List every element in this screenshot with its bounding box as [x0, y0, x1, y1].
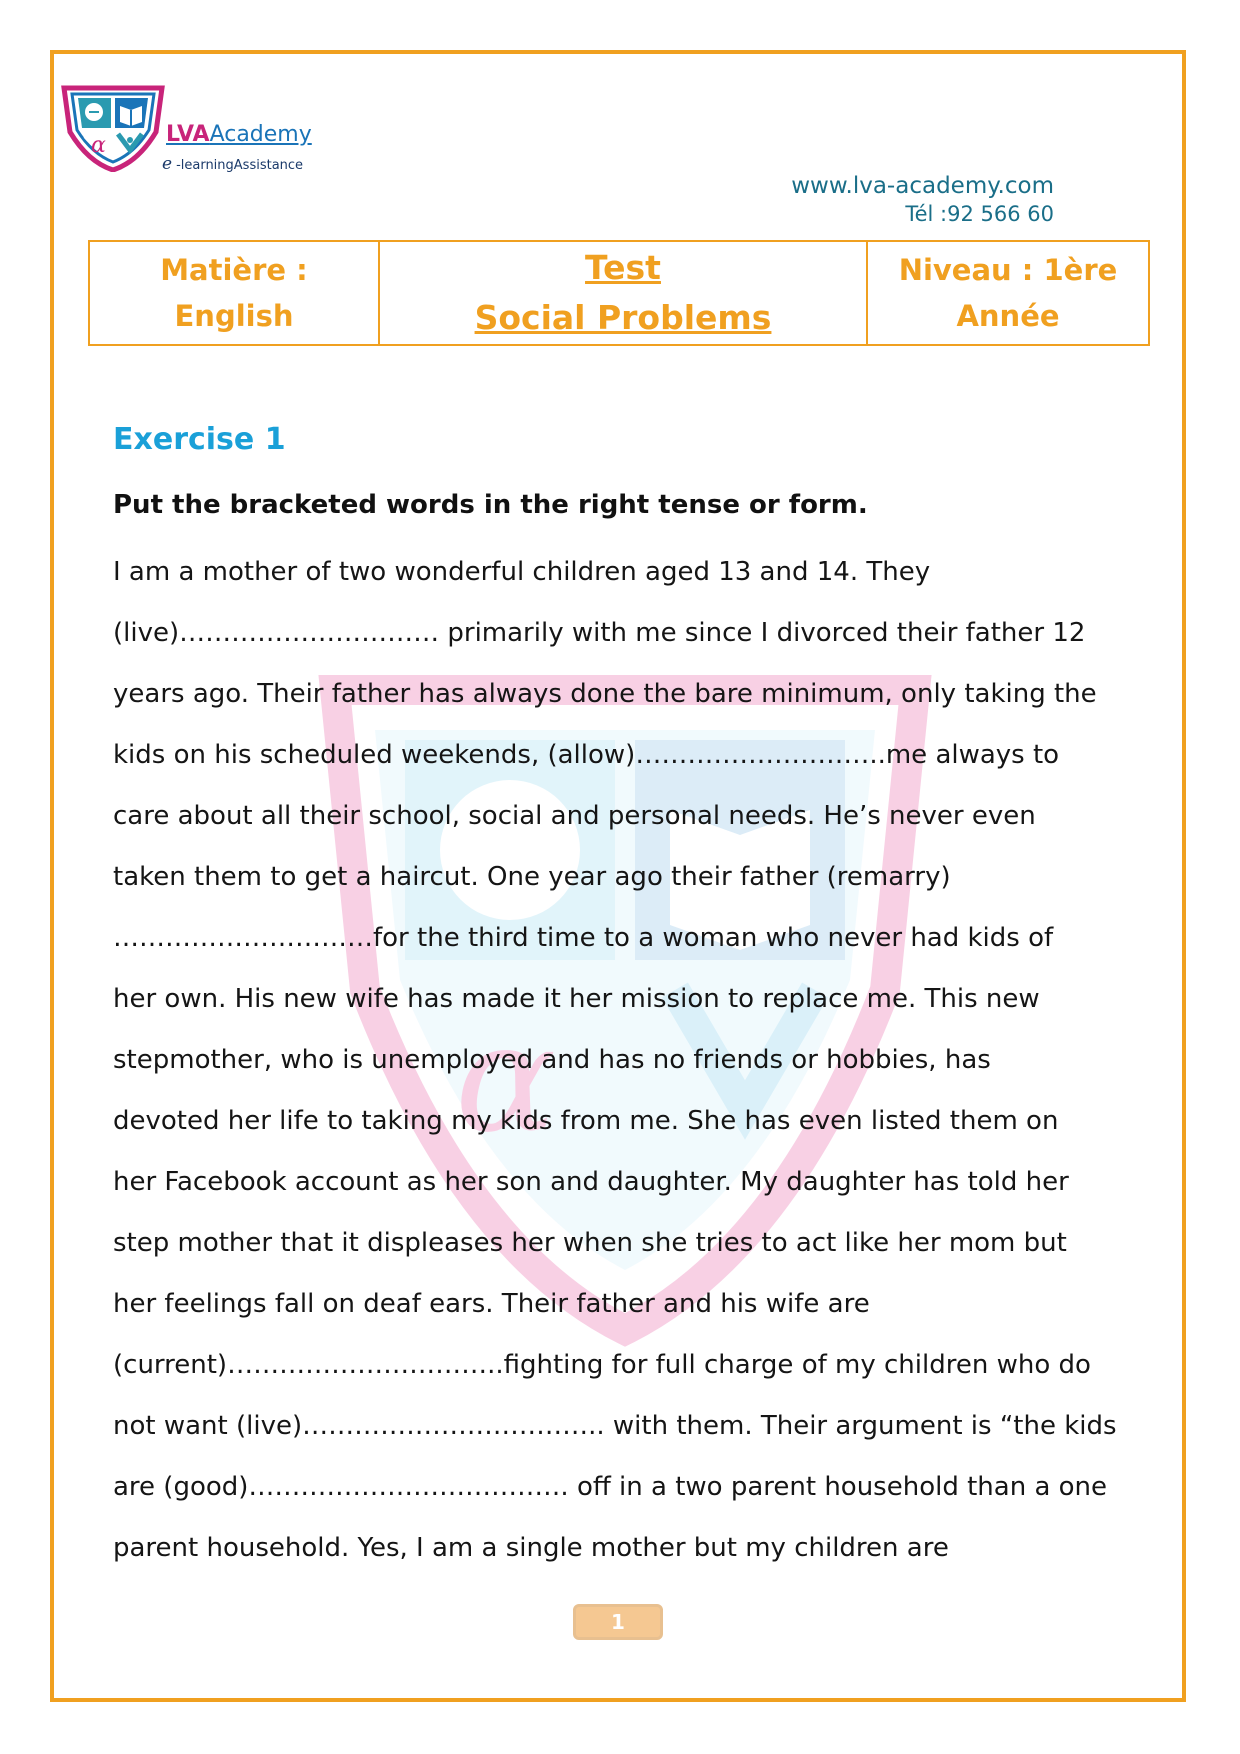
svg-text:α: α — [455, 992, 557, 1166]
subject-label: Matière : — [160, 253, 308, 287]
svg-text:α: α — [91, 133, 106, 158]
level-label: Niveau : 1ère — [898, 253, 1118, 287]
tagline-e: e — [162, 154, 173, 174]
lva-shield-logo-icon — [58, 80, 168, 172]
exercise-instruction: Put the bracketed words in the right tense or form. — [113, 490, 868, 520]
passage-line: taken them to get a haircut. One year ago their father (remarry) — [113, 862, 951, 892]
page-number: 1 — [573, 1604, 663, 1640]
level-value: Année — [956, 299, 1060, 333]
passage-line: are (good)………………………………. off in a two parent household than a one — [113, 1472, 1108, 1502]
passage-line: years ago. Their father has always done the bare minimum, only taking the — [113, 679, 1097, 709]
passage-line: kids on his scheduled weekends, (allow)………………………..me always to — [113, 740, 1060, 770]
passage-line: her feelings fall on deaf ears. Their father and his wife are — [113, 1289, 870, 1319]
title-cell — [379, 241, 867, 345]
passage-line: …………………………for the third time to a woman who never had kids of — [113, 923, 1054, 953]
website-link[interactable]: www.lva-academy.com — [791, 173, 1054, 199]
passage-line: step mother that it displeases her when she tries to act like her mom but — [113, 1228, 1067, 1258]
exercise-title: Exercise 1 — [113, 422, 286, 457]
level-cell — [867, 241, 1149, 345]
subject-value: English — [174, 299, 294, 333]
passage-line: care about all their school, social and personal needs. He’s never even — [113, 801, 1036, 831]
brand-academy: Academy — [209, 122, 312, 147]
brand-lva: LVA — [166, 122, 210, 147]
test-title: Social Problems — [474, 298, 772, 337]
passage-line: I am a mother of two wonderful children aged 13 and 14. They — [113, 557, 931, 587]
tagline-text: -learningAssistance — [176, 158, 304, 173]
passage-line: stepmother, who is unemployed and has no friends or hobbies, has — [113, 1045, 991, 1075]
phone-number: Tél :92 566 60 — [905, 202, 1054, 226]
test-label: Test — [585, 248, 661, 287]
brand-tagline — [162, 154, 303, 174]
passage-line: (live)………………………… primarily with me since I divorced their father 12 — [113, 618, 1086, 648]
passage-line: not want (live)…………………………….. with them. Their argument is “the kids — [113, 1411, 1117, 1441]
passage-line: her Facebook account as her son and daughter. My daughter has told her — [113, 1167, 1069, 1197]
exercise-passage — [113, 542, 1143, 1579]
info-table — [88, 240, 1150, 346]
passage-line: devoted her life to taking my kids from me. She has even listed them on — [113, 1106, 1059, 1136]
brand-name — [166, 122, 312, 148]
passage-line: parent household. Yes, I am a single mother but my children are — [113, 1533, 949, 1563]
passage-line: (current)…………………………..fighting for full charge of my children who do — [113, 1350, 1091, 1380]
contact-info — [791, 172, 1054, 228]
passage-line: her own. His new wife has made it her mission to replace me. This new — [113, 984, 1040, 1014]
subject-cell — [89, 241, 379, 345]
